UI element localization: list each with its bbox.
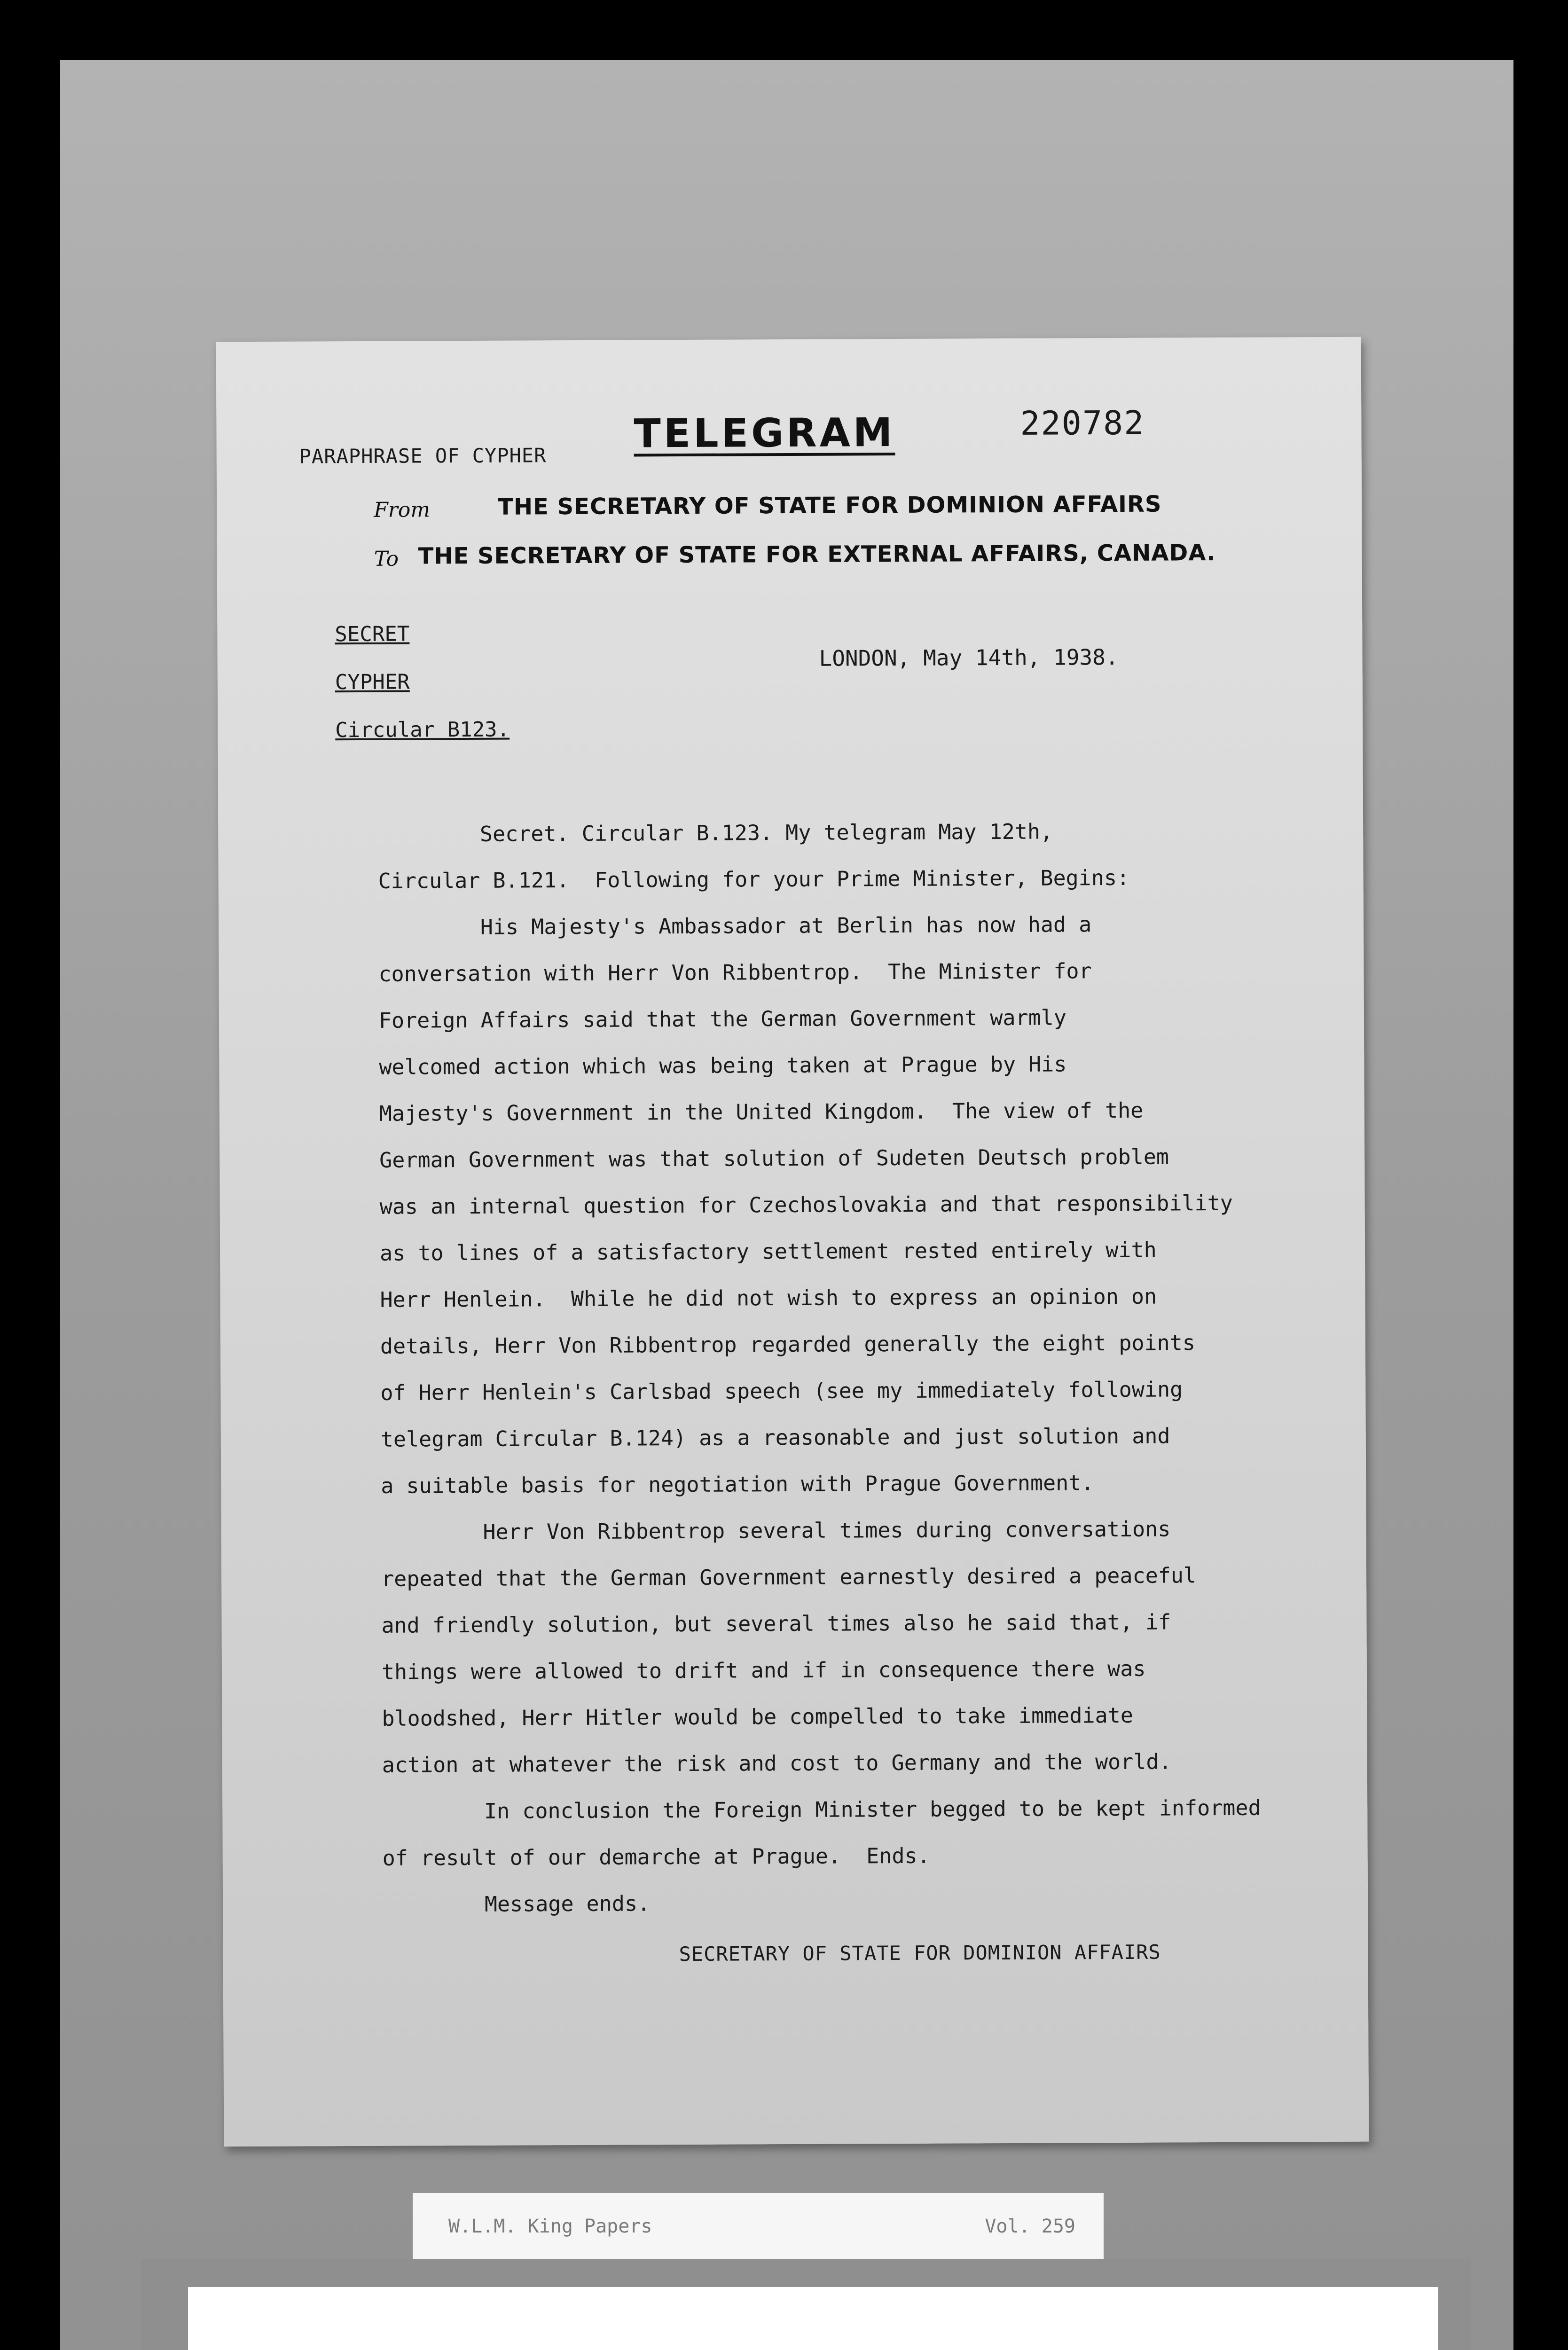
body-line: was an internal question for Czechoslovakia and that responsibility	[379, 1190, 1233, 1219]
body-line: of result of our demarche at Prague. Ends.	[382, 1843, 930, 1871]
body-line: repeated that the German Government earnestly desired a peaceful	[381, 1563, 1197, 1591]
telegram-title: TELEGRAM	[634, 409, 895, 457]
body-line: and friendly solution, but several times also he said that, if	[381, 1609, 1171, 1638]
body-line: In conclusion the Foreign Minister begged to be kept informed	[382, 1795, 1261, 1824]
body-line: Majesty's Government in the United Kingdom. The view of the	[379, 1097, 1144, 1126]
body-line: a suitable basis for negotiation with Prague Government.	[381, 1470, 1094, 1498]
document-number: 220782	[1020, 403, 1145, 443]
paraphrase-label: PARAPHRASE OF CYPHER	[299, 444, 547, 468]
body-line: Circular B.121. Following for your Prime Minister, Begins:	[378, 865, 1130, 893]
body-line: details, Herr Von Ribbentrop regarded generally the eight points	[380, 1330, 1195, 1359]
collection-name: W.L.M. King Papers	[448, 2216, 652, 2237]
body-line: things were allowed to drift and if in consequence there was	[381, 1656, 1146, 1684]
body-line: conversation with Herr Von Ribbentrop. The Minister for	[378, 958, 1092, 987]
body-line: of Herr Henlein's Carlsbad speech (see my immediately following	[380, 1377, 1183, 1405]
body-line: Herr Von Ribbentrop several times during conversations	[381, 1516, 1171, 1545]
archives-card	[188, 2287, 1438, 2350]
body-line: welcomed action which was being taken at Prague by His	[379, 1051, 1067, 1080]
body-line: action at whatever the risk and cost to Germany and the world.	[382, 1749, 1172, 1778]
body-line: His Majesty's Ambassador at Berlin has now had a	[378, 912, 1092, 940]
classification-cypher: CYPHER	[335, 670, 410, 695]
body-line: bloodshed, Herr Hitler would be compelled to take immediate	[382, 1702, 1133, 1731]
telegram-body	[378, 807, 1351, 1928]
to-label: To	[374, 547, 399, 571]
body-line: Herr Henlein. While he did not wish to express an opinion on	[380, 1284, 1157, 1312]
classification-circular: Circular B123.	[335, 717, 510, 743]
body-line: Foreign Affairs said that the German Government warmly	[378, 1005, 1067, 1033]
place-date: LONDON, May 14th, 1938.	[819, 644, 1119, 671]
body-line: German Government was that solution of Sudeten Deutsch problem	[379, 1144, 1169, 1173]
volume-number: Vol. 259	[985, 2216, 1075, 2237]
body-line: Message ends.	[383, 1891, 651, 1917]
body-line: Secret. Circular B.123. My telegram May 12th,	[378, 819, 1053, 847]
from-label: From	[374, 498, 431, 522]
body-line: telegram Circular B.124) as a reasonable and just solution and	[380, 1423, 1170, 1452]
classification-secret: SECRET	[335, 622, 410, 647]
body-line: as to lines of a satisfactory settlement rested entirely with	[379, 1237, 1157, 1266]
telegram-page	[216, 337, 1369, 2147]
from-value: THE SECRETARY OF STATE FOR DOMINION AFFAIRS	[498, 491, 1162, 520]
to-value: THE SECRETARY OF STATE FOR EXTERNAL AFFAIRS, CANADA.	[418, 540, 1216, 570]
signature: SECRETARY OF STATE FOR DOMINION AFFAIRS	[679, 1940, 1161, 1966]
